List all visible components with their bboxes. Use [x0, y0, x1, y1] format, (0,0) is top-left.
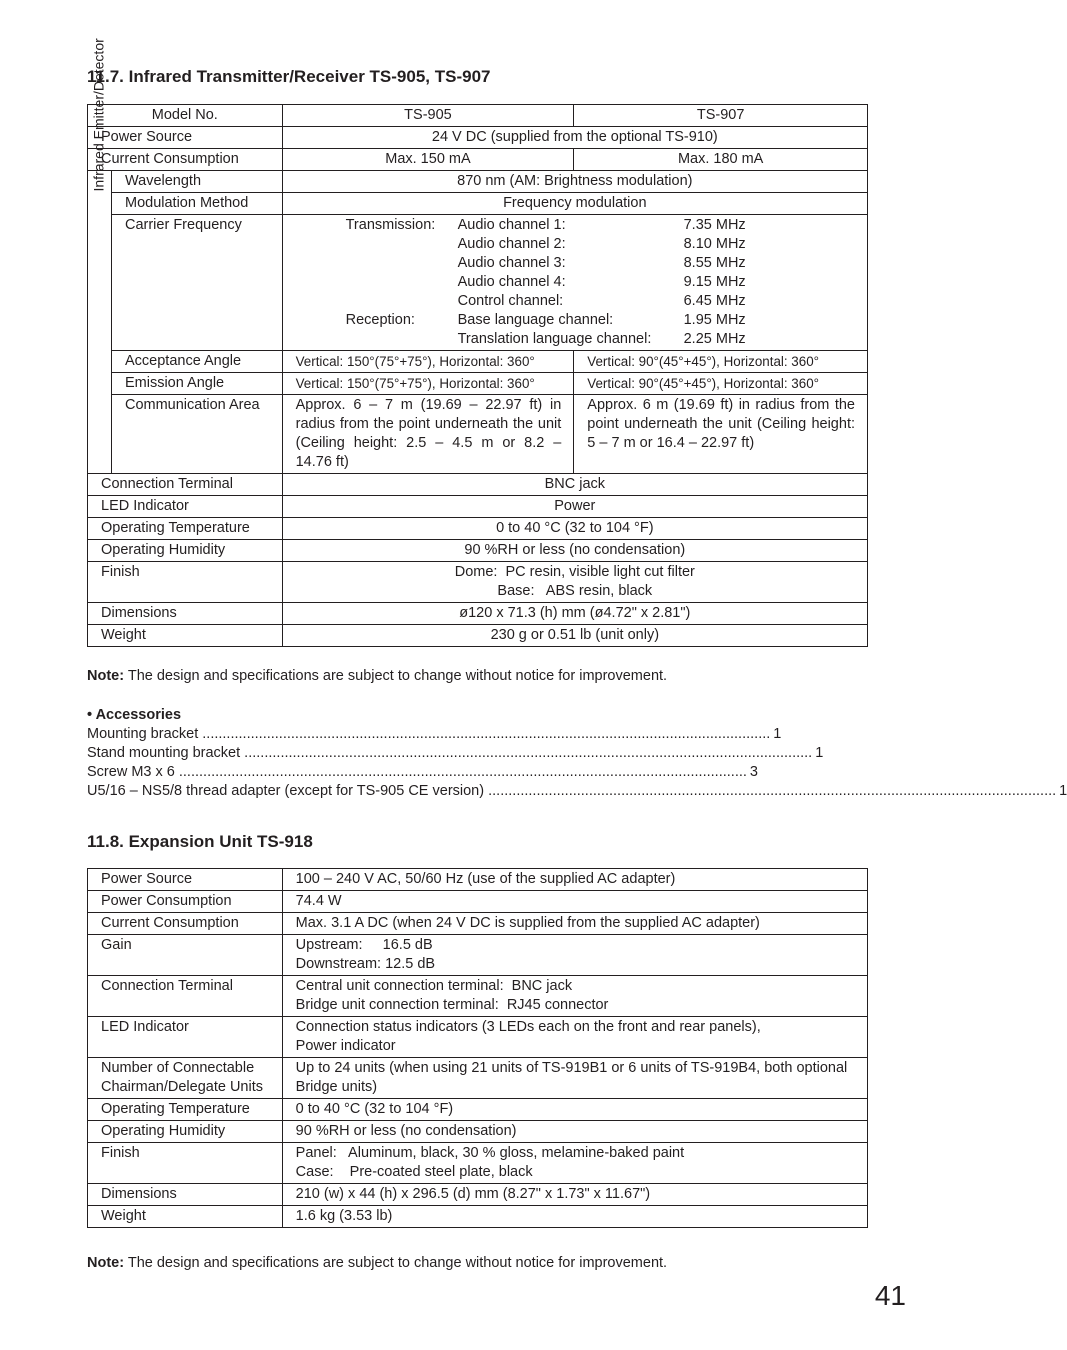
row-value	[282, 1184, 867, 1206]
row-label: LED Indicator	[88, 496, 283, 518]
row-label: Power Source	[88, 869, 283, 891]
channel-value: 8.55 MHz	[683, 255, 746, 271]
table-row	[88, 171, 868, 193]
note-label: Note:	[87, 1255, 125, 1271]
table-row	[88, 518, 868, 540]
group-label-cell	[88, 38, 112, 474]
row-value: 230 g or 0.51 lb (unit only)	[282, 625, 867, 647]
row-label: Weight	[88, 625, 283, 647]
note-2	[87, 1255, 667, 1271]
table-row	[88, 976, 868, 1017]
value-line: 1.6 kg (3.53 lb)	[295, 1208, 393, 1224]
accessory-qty: 1	[1059, 783, 1067, 799]
row-value: Vertical: 150°(75°+75°), Horizontal: 360°	[282, 373, 574, 395]
row-label: Finish	[88, 1143, 283, 1184]
channel-name: Translation language channel:	[457, 331, 652, 347]
table-row	[88, 1058, 868, 1099]
row-value	[282, 976, 867, 1017]
row-value	[282, 562, 867, 603]
table-row	[88, 1143, 868, 1184]
row-value: Power	[282, 496, 867, 518]
channel-name: Audio channel 4:	[457, 274, 566, 290]
value-line: Case: Pre-coated steel plate, black	[295, 1164, 533, 1180]
carrier-frequency-values	[282, 215, 867, 351]
table-row	[88, 474, 868, 496]
row-label: Gain	[88, 935, 283, 976]
table-row	[88, 891, 868, 913]
table-row	[88, 603, 868, 625]
channel-name: Base language channel:	[457, 312, 614, 328]
value-line: Upstream: 16.5 dB	[295, 937, 433, 953]
table-row	[88, 1017, 868, 1058]
accessory-qty: 3	[749, 764, 758, 780]
value-line: 90 %RH or less (no condensation)	[295, 1123, 517, 1139]
note-text: The design and specifications are subject to change without notice for improvement.	[127, 668, 668, 684]
table-row	[88, 540, 868, 562]
row-label: Modulation Method	[111, 193, 282, 215]
table-row	[88, 625, 868, 647]
value-line: Panel: Aluminum, black, 30 % gloss, melamine-baked paint	[295, 1145, 685, 1161]
accessories-title: • Accessories	[87, 707, 182, 723]
channel-name: Audio channel 3:	[457, 255, 566, 271]
spec-table-ts918	[87, 868, 868, 1228]
row-value: Vertical: 150°(75°+75°), Horizontal: 360°	[282, 351, 574, 373]
table-row	[88, 496, 868, 518]
list-item: Stand mounting bracket ............................................................................................................................................. 1	[87, 745, 824, 761]
row-label: Dimensions	[88, 1184, 283, 1206]
row-label: Finish	[88, 562, 283, 603]
row-label: Connection Terminal	[88, 474, 283, 496]
row-label: Dimensions	[88, 603, 283, 625]
accessory-name: U5/16 – NS5/8 thread adapter (except for TS-905 CE version)	[87, 783, 485, 799]
value-line: Downstream: 12.5 dB	[295, 956, 436, 972]
value-line: Connection status indicators (3 LEDs each on the front and rear panels),	[295, 1019, 761, 1035]
table-row	[88, 913, 868, 935]
table-row	[88, 869, 868, 891]
row-value: Approx. 6 – 7 m (19.69 – 22.97 ft) in radius from the point underneath the unit (Ceiling height: 2.5 – 4.5 m or 8.2 – 14.76 ft)	[282, 395, 574, 474]
channel-value: 2.25 MHz	[683, 331, 746, 347]
accessory-name: Mounting bracket	[87, 726, 199, 742]
row-label: Current Consumption	[88, 149, 283, 171]
table-row	[88, 215, 868, 351]
table-row	[88, 1121, 868, 1143]
row-value: Vertical: 90°(45°+45°), Horizontal: 360°	[574, 351, 868, 373]
row-value	[282, 1017, 867, 1058]
row-value	[282, 891, 867, 913]
channel-name: Control channel:	[457, 293, 564, 309]
row-label: Emission Angle	[111, 373, 282, 395]
accessory-name: Screw M3 x 6	[87, 764, 175, 780]
row-value: 870 nm (AM: Brightness modulation)	[282, 171, 867, 193]
row-label: Carrier Frequency	[111, 215, 282, 351]
note-label: Note:	[87, 668, 125, 684]
value-line: Up to 24 units (when using 21 units of TS-919B1 or 6 units of TS-919B4, both optional Bridge units)	[295, 1060, 848, 1095]
table-row	[88, 935, 868, 976]
table-row	[88, 562, 868, 603]
row-label: Acceptance Angle	[111, 351, 282, 373]
accessories-list	[87, 706, 1067, 801]
header-ts907: TS-907	[574, 105, 868, 127]
row-value	[282, 869, 867, 891]
header-ts905: TS-905	[282, 105, 574, 127]
row-label: Operating Humidity	[88, 1121, 283, 1143]
row-value	[282, 913, 867, 935]
row-value: Frequency modulation	[282, 193, 867, 215]
note-1	[87, 668, 667, 684]
row-label: Current Consumption	[88, 913, 283, 935]
table-row	[88, 351, 868, 373]
table-row	[88, 105, 868, 127]
header-model-label: Model No.	[88, 105, 283, 127]
list-item: U5/16 – NS5/8 thread adapter (except for TS-905 CE version) ............................................................................................................................................. 1	[87, 783, 1067, 799]
row-value	[282, 1206, 867, 1228]
table-row	[88, 395, 868, 474]
channel-value: 9.15 MHz	[683, 274, 746, 290]
accessory-name: Stand mounting bracket	[87, 745, 241, 761]
row-value	[282, 935, 867, 976]
table-row	[88, 373, 868, 395]
row-label: Weight	[88, 1206, 283, 1228]
accessory-qty: 1	[815, 745, 824, 761]
table-row	[88, 149, 868, 171]
row-value: Vertical: 90°(45°+45°), Horizontal: 360°	[574, 373, 868, 395]
table-row	[88, 1099, 868, 1121]
row-value: Approx. 6 m (19.69 ft) in radius from the point underneath the unit (Ceiling height: 5 – 7 m or 16.4 – 22.97 ft)	[574, 395, 868, 474]
channel-value: 1.95 MHz	[683, 312, 746, 328]
table-row	[88, 193, 868, 215]
row-label: Communication Area	[111, 395, 282, 474]
value-line: 100 – 240 V AC, 50/60 Hz (use of the supplied AC adapter)	[295, 871, 676, 887]
value-line: Power indicator	[295, 1038, 396, 1054]
transmission-label: Transmission:	[345, 217, 436, 233]
row-value: BNC jack	[282, 474, 867, 496]
row-label: Operating Temperature	[88, 518, 283, 540]
reception-label: Reception:	[345, 312, 415, 328]
row-value	[282, 1143, 867, 1184]
group-label: Infrared Emitter/Detector	[90, 38, 107, 192]
list-item: Screw M3 x 6 ............................................................................................................................................. 3	[87, 764, 758, 780]
row-value: 0 to 40 °C (32 to 104 °F)	[282, 518, 867, 540]
row-label: Number of Connectable Chairman/Delegate Units	[88, 1058, 283, 1099]
value-line: Bridge unit connection terminal: RJ45 connector	[295, 997, 609, 1013]
row-label: Connection Terminal	[88, 976, 283, 1017]
value-line: 0 to 40 °C (32 to 104 °F)	[295, 1101, 454, 1117]
table-row	[88, 127, 868, 149]
page-number: 41	[874, 1280, 906, 1311]
channel-value: 7.35 MHz	[683, 217, 746, 233]
row-value: ø120 x 71.3 (h) mm (ø4.72" x 2.81")	[282, 603, 867, 625]
row-label: LED Indicator	[88, 1017, 283, 1058]
channel-value: 6.45 MHz	[683, 293, 746, 309]
table-row	[88, 1206, 868, 1228]
channel-name: Audio channel 1:	[457, 217, 566, 233]
channel-value: 8.10 MHz	[683, 236, 746, 252]
row-label: Operating Temperature	[88, 1099, 283, 1121]
finish-line: Base: ABS resin, black	[497, 583, 653, 599]
row-label: Power Source	[88, 127, 283, 149]
value-line: Central unit connection terminal: BNC jack	[295, 978, 573, 994]
value-line: 210 (w) x 44 (h) x 296.5 (d) mm (8.27" x 1.73" x 11.67")	[295, 1186, 651, 1202]
finish-line: Dome: PC resin, visible light cut filter	[454, 564, 695, 580]
row-label: Wavelength	[111, 171, 282, 193]
value-line: 74.4 W	[295, 893, 342, 909]
note-text: The design and specifications are subject to change without notice for improvement.	[127, 1255, 668, 1271]
row-value: Max. 180 mA	[574, 149, 868, 171]
row-value: 90 %RH or less (no condensation)	[282, 540, 867, 562]
section-title-11-8: 11.8. Expansion Unit TS-918	[87, 832, 313, 851]
row-label: Operating Humidity	[88, 540, 283, 562]
table-row	[88, 1184, 868, 1206]
row-value: Max. 150 mA	[282, 149, 574, 171]
channel-name: Audio channel 2:	[457, 236, 566, 252]
row-value	[282, 1099, 867, 1121]
row-value: 24 V DC (supplied from the optional TS-910)	[282, 127, 867, 149]
accessory-qty: 1	[773, 726, 782, 742]
row-label: Power Consumption	[88, 891, 283, 913]
row-value	[282, 1121, 867, 1143]
section-title-11-7: 11.7. Infrared Transmitter/Receiver TS-905, TS-907	[87, 67, 491, 86]
value-line: Max. 3.1 A DC (when 24 V DC is supplied from the supplied AC adapter)	[295, 915, 760, 931]
list-item: Mounting bracket ............................................................................................................................................. 1	[87, 726, 782, 742]
row-value	[282, 1058, 867, 1099]
